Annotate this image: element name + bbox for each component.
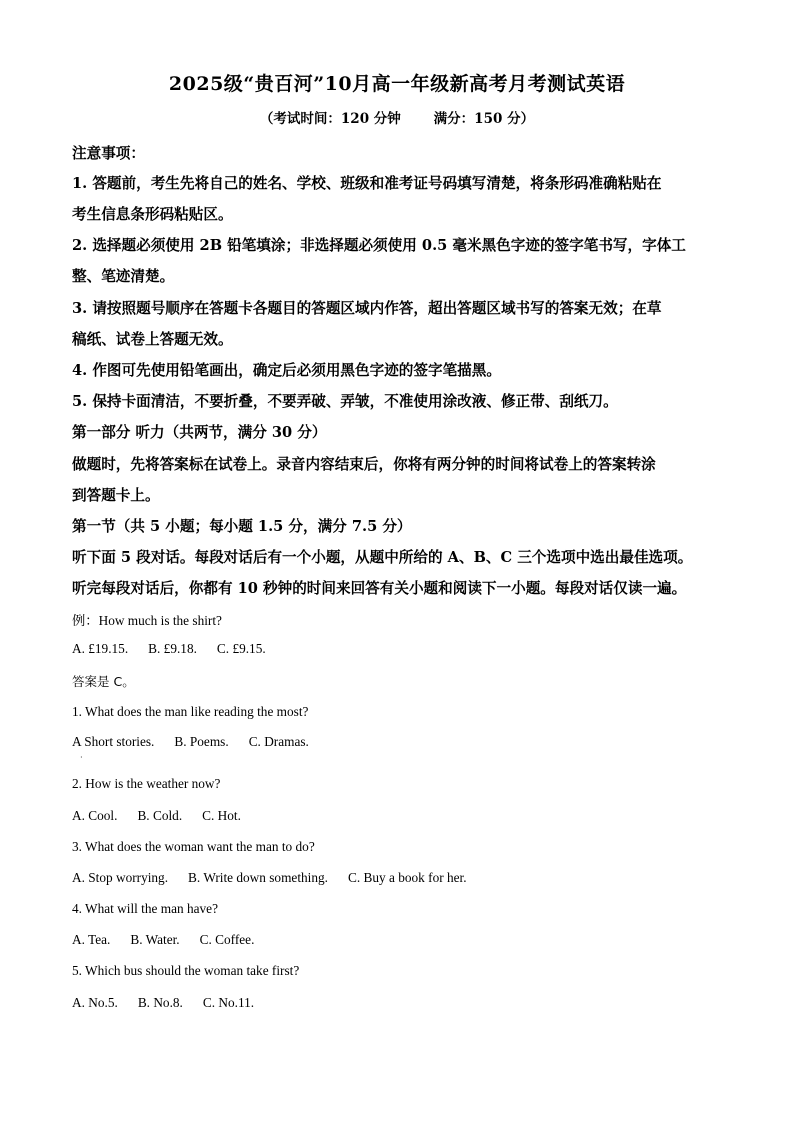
section1-intro-line: 听下面 5 段对话。每段对话后有一个小题，从题中所给的 A、B、C 三个选项中选出最佳选项。 bbox=[72, 549, 693, 566]
option-b: B. Write down something. bbox=[188, 870, 328, 885]
stray-mark: · bbox=[80, 753, 83, 762]
question-3: 3. What does the woman want the man to do? bbox=[72, 839, 315, 854]
section1-heading: 第一节（共 5 小题；每小题 1.5 分，满分 7.5 分） bbox=[72, 518, 412, 535]
option-c: C. Hot. bbox=[202, 808, 241, 823]
notice-heading: 注意事项： bbox=[72, 145, 145, 162]
question-2: 2. How is the weather now? bbox=[72, 776, 221, 791]
question-4: 4. What will the man have? bbox=[72, 901, 218, 916]
notice-line: 考生信息条形码粘贴区。 bbox=[72, 206, 233, 223]
option-c: C. No.11. bbox=[202, 995, 255, 1010]
question-1-options bbox=[72, 734, 309, 750]
option-a: A. Tea. bbox=[72, 932, 111, 947]
example-answer: 答案是 C。 bbox=[72, 674, 135, 689]
question-4-options bbox=[72, 932, 254, 948]
page-subtitle: （考试时间：120 分钟 满分：150 分） bbox=[259, 111, 535, 127]
notice-line: 稿纸、试卷上答题无效。 bbox=[72, 331, 233, 348]
notice-line: 5. 保持卡面清洁，不要折叠，不要弄破、弄皱，不准使用涂改液、修正带、刮纸刀。 bbox=[72, 393, 618, 410]
option-a: A. Stop worrying. bbox=[72, 870, 169, 885]
option-b: B. Cold. bbox=[137, 808, 183, 823]
option-b: B. No.8. bbox=[137, 995, 183, 1010]
option-c: C. Dramas. bbox=[248, 734, 309, 749]
option-c: C. Coffee. bbox=[199, 932, 255, 947]
option-b: B. Poems. bbox=[174, 734, 229, 749]
notice-line: 1. 答题前，考生先将自己的姓名、学校、班级和准考证号码填写清楚，将条形码准确粘贴在 bbox=[72, 175, 662, 192]
question-5: 5. Which bus should the woman take first? bbox=[72, 963, 300, 978]
example-question: 例：How much is the shirt? bbox=[72, 613, 222, 628]
option-a: A. No.5. bbox=[72, 995, 118, 1010]
example-options bbox=[72, 641, 266, 657]
option-a: A Short stories. bbox=[72, 734, 155, 749]
page-title: 2025级“贵百河”10月高一年级新高考月考测试英语 bbox=[168, 73, 626, 95]
notice-line: 3. 请按照题号顺序在答题卡各题目的答题区域内作答，超出答题区域书写的答案无效；在草 bbox=[72, 300, 662, 317]
part1-heading: 第一部分 听力（共两节，满分 30 分） bbox=[72, 424, 327, 441]
question-2-options bbox=[72, 808, 241, 824]
notice-line: 2. 选择题必须使用 2B 铅笔填涂；非选择题必须使用 0.5 毫米黑色字迹的签字笔书写，字体工 bbox=[72, 237, 686, 254]
option-a: A. £19.15. bbox=[72, 641, 129, 656]
option-c: C. £9.15. bbox=[216, 641, 266, 656]
option-c: C. Buy a book for her. bbox=[347, 870, 467, 885]
question-3-options bbox=[72, 870, 467, 886]
notice-line: 整、笔迹清楚。 bbox=[72, 268, 175, 285]
option-a: A. Cool. bbox=[72, 808, 118, 823]
section1-intro-line: 听完每段对话后，你都有 10 秒钟的时间来回答有关小题和阅读下一小题。每段对话仅读一遍。 bbox=[72, 580, 687, 597]
question-5-options bbox=[72, 995, 254, 1011]
option-b: B. Water. bbox=[130, 932, 180, 947]
option-b: B. £9.18. bbox=[148, 641, 197, 656]
question-1: 1. What does the man like reading the most? bbox=[72, 704, 309, 719]
part1-intro-line: 做题时，先将答案标在试卷上。录音内容结束后，你将有两分钟的时间将试卷上的答案转涂 bbox=[72, 456, 656, 473]
part1-intro-line: 到答题卡上。 bbox=[72, 487, 160, 504]
notice-line: 4. 作图可先使用铅笔画出，确定后必须用黑色字迹的签字笔描黑。 bbox=[72, 362, 501, 379]
